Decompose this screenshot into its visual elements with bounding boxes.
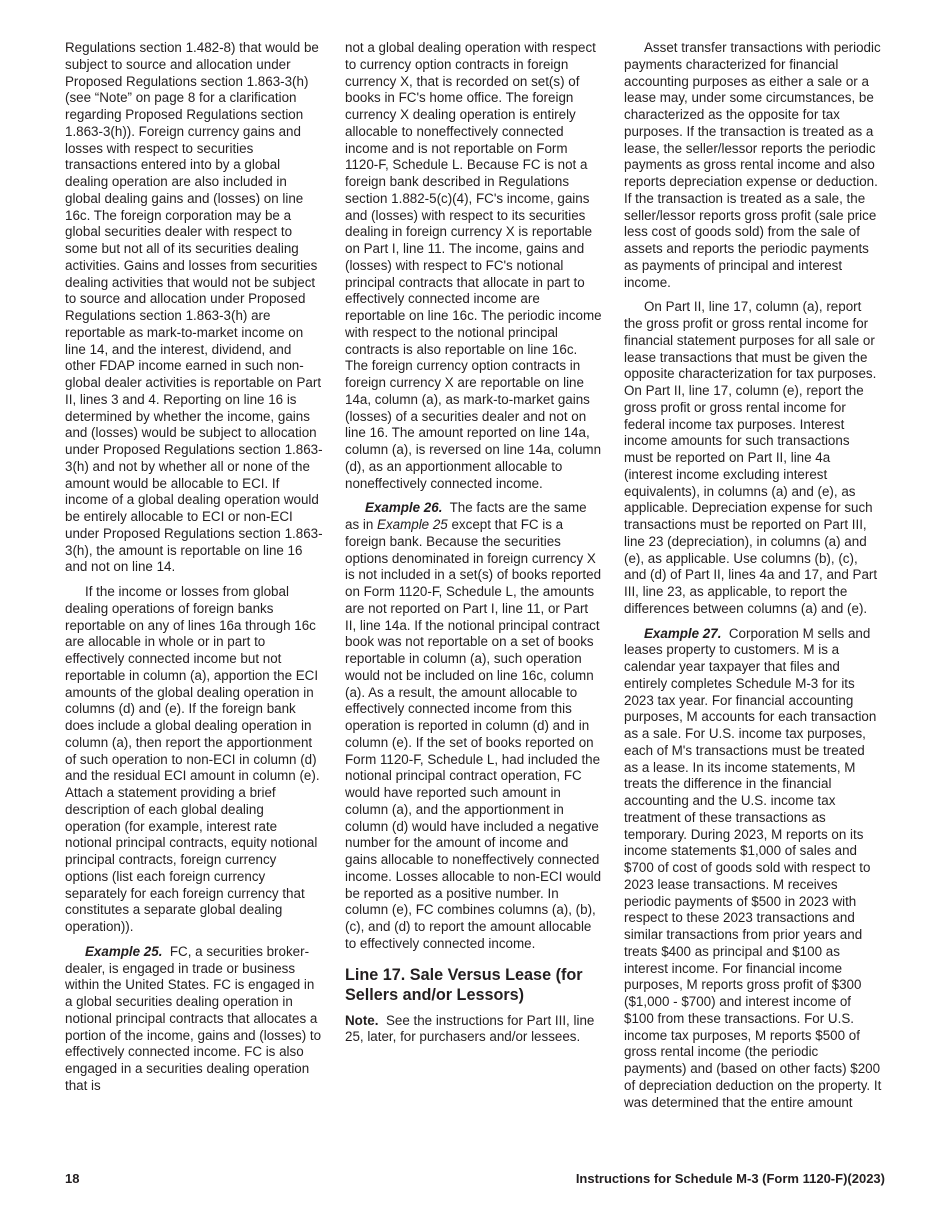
example-reference: Example 25 [377,517,448,532]
paragraph: On Part II, line 17, column (a), report the gross profit or gross rental income for financial statement purposes for all sale or lease transactions that must be given the opposite characterization for tax purposes. On Part II, line 17, column (e), report the gross profit or gross rental income for federal income tax purposes. Interest income amounts for such transactions must be reported on Part II, line 4a (interest income excluding interest equivalents), in columns (a) and (e), as applicable. Depreciation expense for such transactions must be reported on Part III, line 23 (depreciation), in columns (a) and (e), as applicable. Use columns (b), (c), and (d) of Part II, lines 4a and 17, and Part III, line 23, as applicable, to report the differences between columns (a) and (e). [624,299,878,616]
text-column-right [624,40,882,1111]
example-26-paragraph [345,500,603,952]
example-text: except that FC is a foreign bank. Because the securities options denominated in foreign currency X is not included in a set(s) of books reported on Form 1120-F, Schedule L, the amounts are not reported on Part I, line 11, or Part II, line 14a. If the notional principal contract book was not reportable on a set of books reportable in column (a), such operation would not be included on line 16c, column (a). As a result, the amount allocable to effectively connected income from this operation is reported in column (d) and in column (e). If the set of books reported on Form 1120-F, Schedule L, had included the notional principal contract operation, FC would have reported such amount in column (a), and the apportionment in column (d) would have included a negative number for the amount of income and gains allocable to noneffectively connected income. Losses allocable to non-ECI would be reported as a positive number. In column (e), FC combines columns (a), (b), (c), and (d) to report the amount allocable to effectively connected income. [345,517,602,951]
example-text: The facts are the same as in [345,500,587,532]
paragraph: not a global dealing operation with respect to currency option contracts in foreign currency X, that is recorded on set(s) of books in FC's home office. The foreign currency X dealing operation is entirely allocable to noneffectively connected income and is not reportable on Form 1120-F, Schedule L. Because FC is not a foreign bank described in Regulations section 1.882-5(c)(4), FC's income, gains and (losses) with respect to its securities dealing in foreign currency X is reportable on Part I, line 11. The income, gains and (losses) with respect to FC's notional principal contracts that allocate in part to effectively connected income are reportable on line 16c. The periodic income with respect to the notional principal contracts is also reportable on line 16c. The foreign currency option contracts in foreign currency X are reportable on line 14a, column (a), as mark-to-market gains (losses) of a securities dealer and not on line 16. The amount reported on line 14a, column (a), is reversed on line 14a, column (d), as an apportionment allocable to noneffectively connected income. [345,40,602,491]
text-column-left [65,40,323,1095]
text-column-middle [345,40,603,1046]
example-text: FC, a securities broker-dealer, is engaged in trade or business within the United States. FC is engaged in a global securities dealing operation in notional principal contracts that allocates a portion of the income, gains and (losses) to effectively connected income. FC is also engaged in a securities dealing operation that is [65,943,322,1093]
example-label: Example 27. [644,625,722,641]
paragraph: Regulations section 1.482-8) that would be subject to source and allocation under Proposed Regulations section 1.863-3(h) (see “Note” on page 8 for a clarification regarding Proposed Regulations section 1.863-3(h)). Foreign currency gains and losses with respect to securities transactions entered into by a global dealing operation are also included in global dealing gains and (losses) on line 16c. The foreign corporation may be a global securities dealer with respect to some but not all of its securities dealing activities. Gains and losses from securities dealing activities that would not be subject to source and allocation under Proposed Regulations section 1.863-3(h) are reportable as mark-to-market income on line 14, and the interest, dividend, and other FDAP income earned in such non-global dealer activities is reportable on Part II, lines 3 and 4. Reporting on line 16 is determined by whether the income, gains and (losses) would be subject to allocation under Proposed Regulations section 1.863-3(h) and not by whether all or none of the amount would be allocable to ECI. If income of a global dealing operation would be entirely allocable to ECI or non-ECI under Proposed Regulations section 1.863-3(h), the amount is reportable on line 16 and not on line 14. [65,40,323,575]
note-paragraph [345,1013,603,1047]
section-heading: Line 17. Sale Versus Lease (for Sellers and/or Lessors) [345,965,583,1004]
document-title-footer: Instructions for Schedule M-3 (Form 1120-F)(2023) [575,1171,885,1186]
note-text: See the instructions for Part III, line 25, later, for purchasers and/or lessees. [345,1012,595,1045]
example-label: Example 26. [365,500,443,516]
example-text: Corporation M sells and leases property to customers. M is a calendar year taxpayer that files and entirely completes Schedule M-3 for its 2023 tax year. For financial accounting purposes, M accounts for each transaction as a sale. For U.S. income tax purposes, each of M's transactions must be treated as a lease. In its income statements, M treats the difference in the financial accounting and the U.S. income tax treatment of these transactions as temporary. During 2023, M reports on its income statements $1,000 of sales and $700 of cost of goods sold with respect to 2023 lease transactions. M receives periodic payments of $500 in 2023 with respect to these 2023 transactions and similar transactions from prior years and treats $400 as principal and $100 as interest income. For financial income purposes, M reports gross profit of $300 ($1,000 - $700) and interest income of $100 from these transactions. For U.S. income tax purposes, M reports $500 of gross rental income (the periodic payments) and (based on other facts) $200 of depreciation deduction on the property. It was determined that the entire amount [624,625,882,1110]
paragraph: Asset transfer transactions with periodic payments characterized for financial accounting purposes as either a sale or a lease may, under some circumstances, be characterized as the opposite for tax purposes. If the transaction is treated as a lease, the seller/lessor reports the periodic payments as gross rental income and also reports depreciation expense or deduction. If the transaction is treated as a sale, the seller/lessor reports gross profit (sale price less cost of goods sold) from the sale of assets and reports the periodic payments as payments of principal and interest income. [624,40,881,290]
example-label: Example 25. [85,943,163,959]
example-25-paragraph [65,944,323,1095]
page-number: 18 [65,1171,80,1186]
example-27-paragraph [624,626,882,1112]
paragraph: If the income or losses from global dealing operations of foreign banks reportable on any of lines 16a through 16c are allocable in whole or in part to effectively connected income but not reportable in column (a), apportion the ECI amounts of the global dealing operation in columns (d) and (e). If the foreign bank does include a global dealing operation in column (a), then report the apportionment of such operation to non-ECI in column (d) and the residual ECI amount in column (e). Attach a statement providing a brief description of each global dealing operation (for example, interest rate notional principal contracts, equity notional principal contracts, foreign currency options (list each foreign currency separately for each foreign currency that constitutes a separate global dealing operation)). [65,584,320,934]
note-label: Note. [345,1012,379,1028]
